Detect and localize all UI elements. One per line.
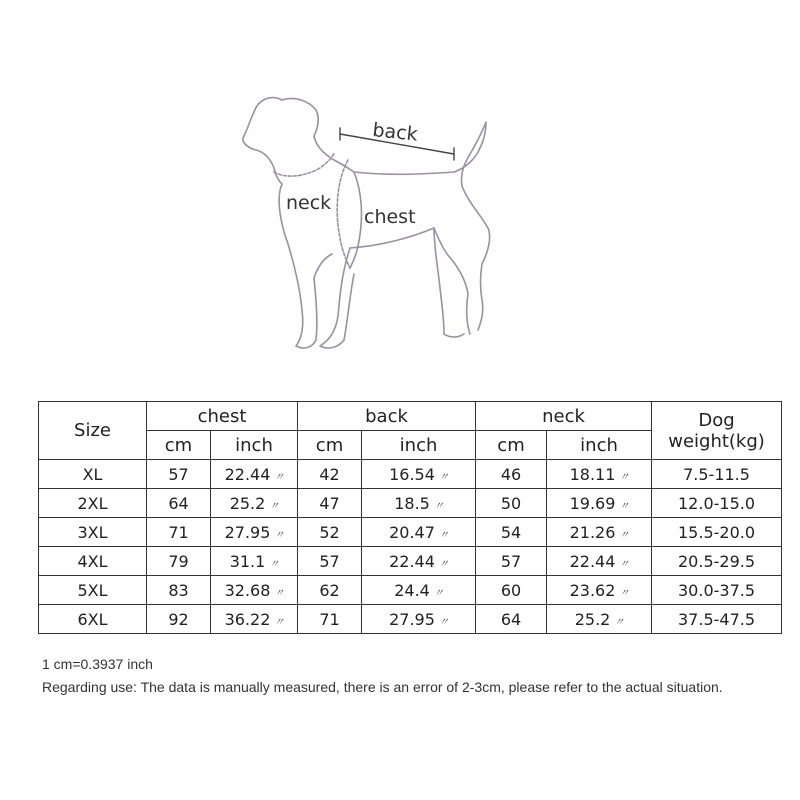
chest-cm-cell: 79 (147, 547, 211, 576)
neck-cm-cell: 64 (476, 605, 547, 634)
dog-front-leg-mid (314, 254, 332, 278)
neck-cm-cell: 60 (476, 576, 547, 605)
back-cm-cell: 52 (298, 518, 362, 547)
inch-mark: 〃 (433, 587, 443, 599)
back-inch-cell: 20.47 〃 (362, 518, 476, 547)
neck-cm-header: cm (476, 431, 547, 460)
chest-label: chest (364, 206, 416, 228)
neck-inch-cell: 21.26 〃 (547, 518, 652, 547)
dog-tail-outline (461, 122, 486, 186)
neck-inch-header: inch (547, 431, 652, 460)
dog-head-outline (243, 98, 282, 184)
conversion-note: 1 cm=0.3937 inch (42, 656, 153, 672)
inch-mark: 〃 (438, 558, 448, 570)
weight-cell: 37.5-47.5 (652, 605, 782, 634)
inch-mark: 〃 (274, 471, 284, 483)
back-cm-cell: 42 (298, 460, 362, 489)
size-cell: 4XL (39, 547, 147, 576)
usage-note: Regarding use: The data is manually measured, there is an error of 2-3cm, please refer to the actual situation. (42, 679, 723, 695)
neck-inch-cell: 18.11 〃 (547, 460, 652, 489)
neck-header: neck (476, 402, 652, 431)
inch-mark: 〃 (274, 616, 284, 628)
dog-front-leg-inner (344, 274, 354, 340)
table-header-row (39, 402, 782, 431)
inch-mark: 〃 (614, 616, 624, 628)
size-chart-table (38, 401, 782, 634)
inch-mark: 〃 (619, 500, 629, 512)
chest-cm-cell: 64 (147, 489, 211, 518)
chest-inch-cell: 27.95 〃 (211, 518, 298, 547)
weight-cell: 12.0-15.0 (652, 489, 782, 518)
inch-mark: 〃 (619, 471, 629, 483)
back-inch-cell: 16.54 〃 (362, 460, 476, 489)
chest-inch-cell: 25.2 〃 (211, 489, 298, 518)
back-cm-cell: 62 (298, 576, 362, 605)
neck-inch-cell: 19.69 〃 (547, 489, 652, 518)
table-row (39, 576, 782, 605)
chest-cm-cell: 83 (147, 576, 211, 605)
chest-cm-cell: 57 (147, 460, 211, 489)
back-cm-cell: 71 (298, 605, 362, 634)
back-cm-header: cm (298, 431, 362, 460)
table-row (39, 489, 782, 518)
back-label: back (371, 119, 419, 146)
inch-mark: 〃 (274, 587, 284, 599)
table-row (39, 547, 782, 576)
inch-mark: 〃 (619, 558, 629, 570)
dog-measurement-diagram (230, 88, 500, 363)
inch-mark: 〃 (269, 500, 279, 512)
back-cm-cell: 47 (298, 489, 362, 518)
table-row (39, 460, 782, 489)
chest-cm-header: cm (147, 431, 211, 460)
dog-back-outline (354, 148, 480, 174)
dog-belly-outline (350, 228, 434, 248)
neck-cm-cell: 54 (476, 518, 547, 547)
chest-inch-cell: 22.44 〃 (211, 460, 298, 489)
chest-inch-header: inch (211, 431, 298, 460)
inch-mark: 〃 (438, 471, 448, 483)
size-cell: 3XL (39, 518, 147, 547)
neck-label: neck (286, 192, 332, 214)
chest-measure-line-back (350, 172, 361, 268)
back-inch-cell: 24.4 〃 (362, 576, 476, 605)
size-cell: 5XL (39, 576, 147, 605)
inch-mark: 〃 (438, 616, 448, 628)
chest-cm-cell: 92 (147, 605, 211, 634)
neck-cm-cell: 46 (476, 460, 547, 489)
chest-inch-cell: 32.68 〃 (211, 576, 298, 605)
inch-mark: 〃 (274, 529, 284, 541)
back-inch-cell: 22.44 〃 (362, 547, 476, 576)
neck-inch-cell: 23.62 〃 (547, 576, 652, 605)
inch-mark: 〃 (269, 558, 279, 570)
neck-inch-cell: 22.44 〃 (547, 547, 652, 576)
chest-inch-cell: 36.22 〃 (211, 605, 298, 634)
inch-mark: 〃 (438, 529, 448, 541)
neck-cm-cell: 57 (476, 547, 547, 576)
dog-weight-header: Dog weight(kg) (652, 402, 782, 460)
back-inch-cell: 18.5 〃 (362, 489, 476, 518)
dog-rear-leg-left (434, 228, 464, 337)
size-cell: 6XL (39, 605, 147, 634)
dog-ear-outline (282, 98, 318, 136)
neck-measure-line (274, 152, 334, 176)
size-cell: XL (39, 460, 147, 489)
back-cm-cell: 57 (298, 547, 362, 576)
weight-cell: 15.5-20.0 (652, 518, 782, 547)
back-inch-header: inch (362, 431, 476, 460)
notes-section (42, 653, 782, 699)
inch-mark: 〃 (433, 500, 443, 512)
chest-cm-cell: 71 (147, 518, 211, 547)
inch-mark: 〃 (619, 587, 629, 599)
neck-inch-cell: 25.2 〃 (547, 605, 652, 634)
table-row (39, 518, 782, 547)
size-cell: 2XL (39, 489, 147, 518)
chest-inch-cell: 31.1 〃 (211, 547, 298, 576)
table-row (39, 605, 782, 634)
neck-cm-cell: 50 (476, 489, 547, 518)
chest-header: chest (147, 402, 298, 431)
inch-mark: 〃 (619, 529, 629, 541)
back-header: back (298, 402, 476, 431)
size-header: Size (39, 402, 147, 460)
back-inch-cell: 27.95 〃 (362, 605, 476, 634)
weight-cell: 7.5-11.5 (652, 460, 782, 489)
weight-cell: 30.0-37.5 (652, 576, 782, 605)
dog-outline-illustration (230, 88, 500, 363)
weight-cell: 20.5-29.5 (652, 547, 782, 576)
